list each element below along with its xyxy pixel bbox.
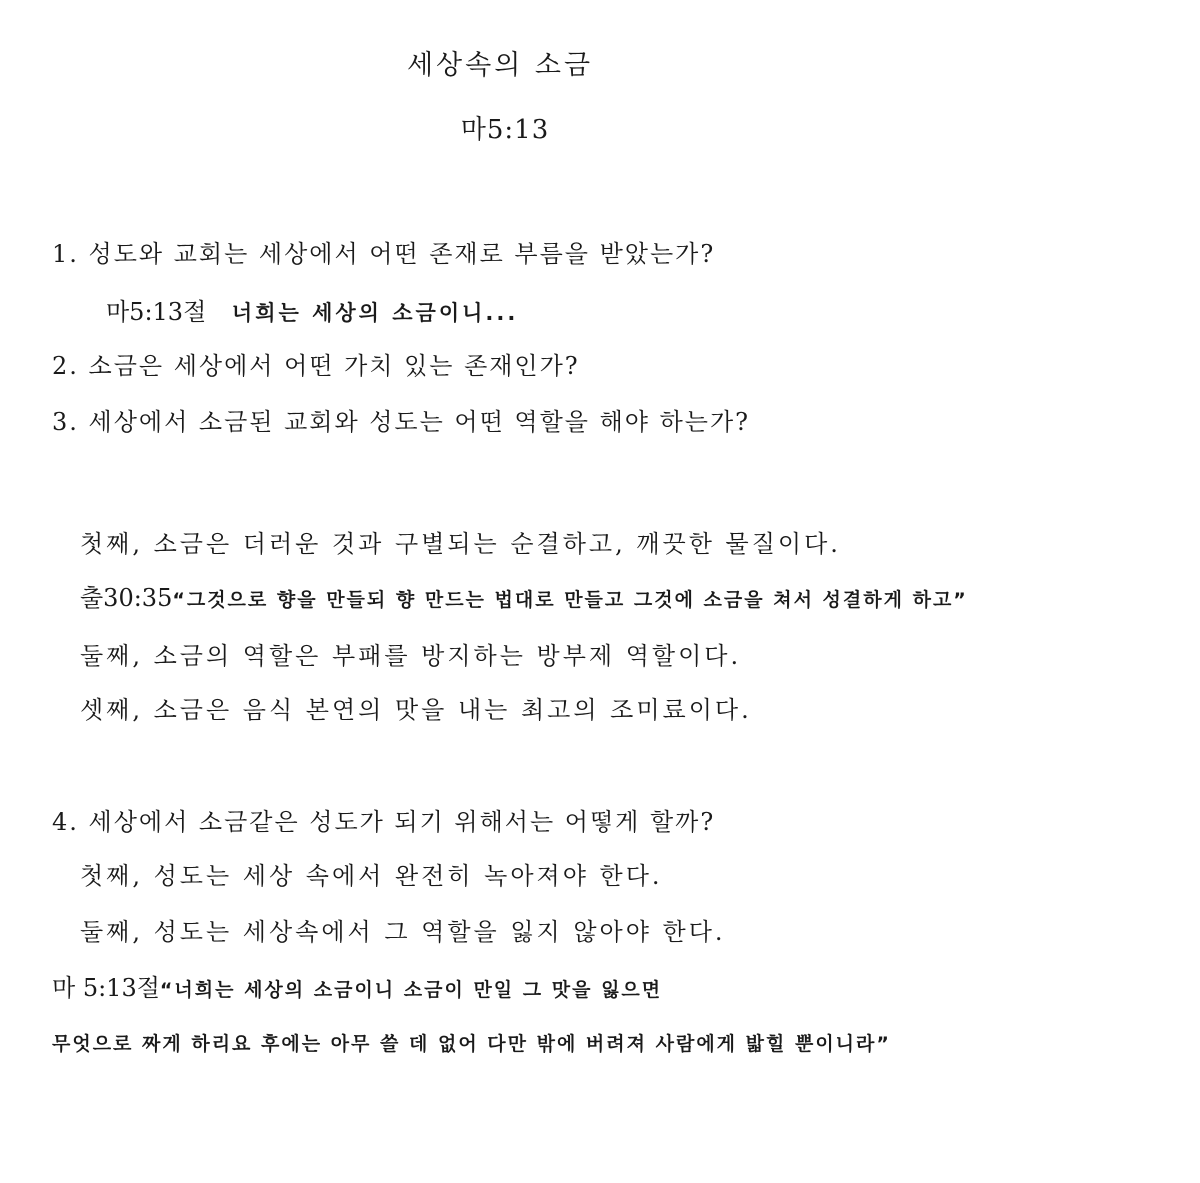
section3-second: 둘째, 소금의 역할은 부패를 방지하는 방부제 역할이다. — [80, 642, 742, 670]
section4-verse-ref: 마 5:13절 — [52, 974, 160, 1002]
section3-third: 셋째, 소금은 음식 본연의 맛을 내는 최고의 조미료이다. — [80, 696, 752, 724]
section4-first: 첫째, 성도는 세상 속에서 완전히 녹아져야 한다. — [80, 862, 663, 890]
question-1: 1. 성도와 교회는 세상에서 어떤 존재로 부름을 받았는가? — [52, 240, 716, 268]
section3-first: 첫째, 소금은 더러운 것과 구별되는 순결하고, 깨끗한 물질이다. — [80, 530, 841, 558]
section3-example-quote: “그것으로 향을 만들되 향 만드는 법대로 만들고 그것에 소금을 쳐서 성결하게 하고” — [172, 589, 968, 611]
question-1-answer — [106, 296, 518, 329]
section4-verse-quote-line2: 무엇으로 짜게 하리요 후에는 아무 쓸 데 없어 다만 밖에 버려져 사람에게 밟힐 뿐이니라” — [52, 1033, 891, 1055]
section4-verse-quote-line1: “너희는 세상의 소금이니 소금이 만일 그 맛을 잃으면 — [159, 979, 663, 1001]
question-2: 2. 소금은 세상에서 어떤 가치 있는 존재인가? — [52, 352, 580, 380]
section4-verse — [52, 972, 662, 1006]
question-1-verse-quote: 너희는 세상의 소금이니... — [231, 301, 519, 325]
section4-second: 둘째, 성도는 세상속에서 그 역할을 잃지 않아야 한다. — [80, 918, 726, 946]
page-title: 세상속의 소금 — [406, 50, 594, 81]
page-reference: 마5:13 — [460, 115, 550, 145]
section3-example — [80, 582, 968, 616]
section3-example-ref: 출30:35 — [80, 584, 173, 612]
question-3: 3. 세상에서 소금된 교회와 성도는 어떤 역할을 해야 하는가? — [52, 408, 751, 436]
question-4: 4. 세상에서 소금같은 성도가 되기 위해서는 어떻게 할까? — [52, 808, 716, 836]
question-1-verse-ref: 마5:13절 — [106, 298, 207, 326]
